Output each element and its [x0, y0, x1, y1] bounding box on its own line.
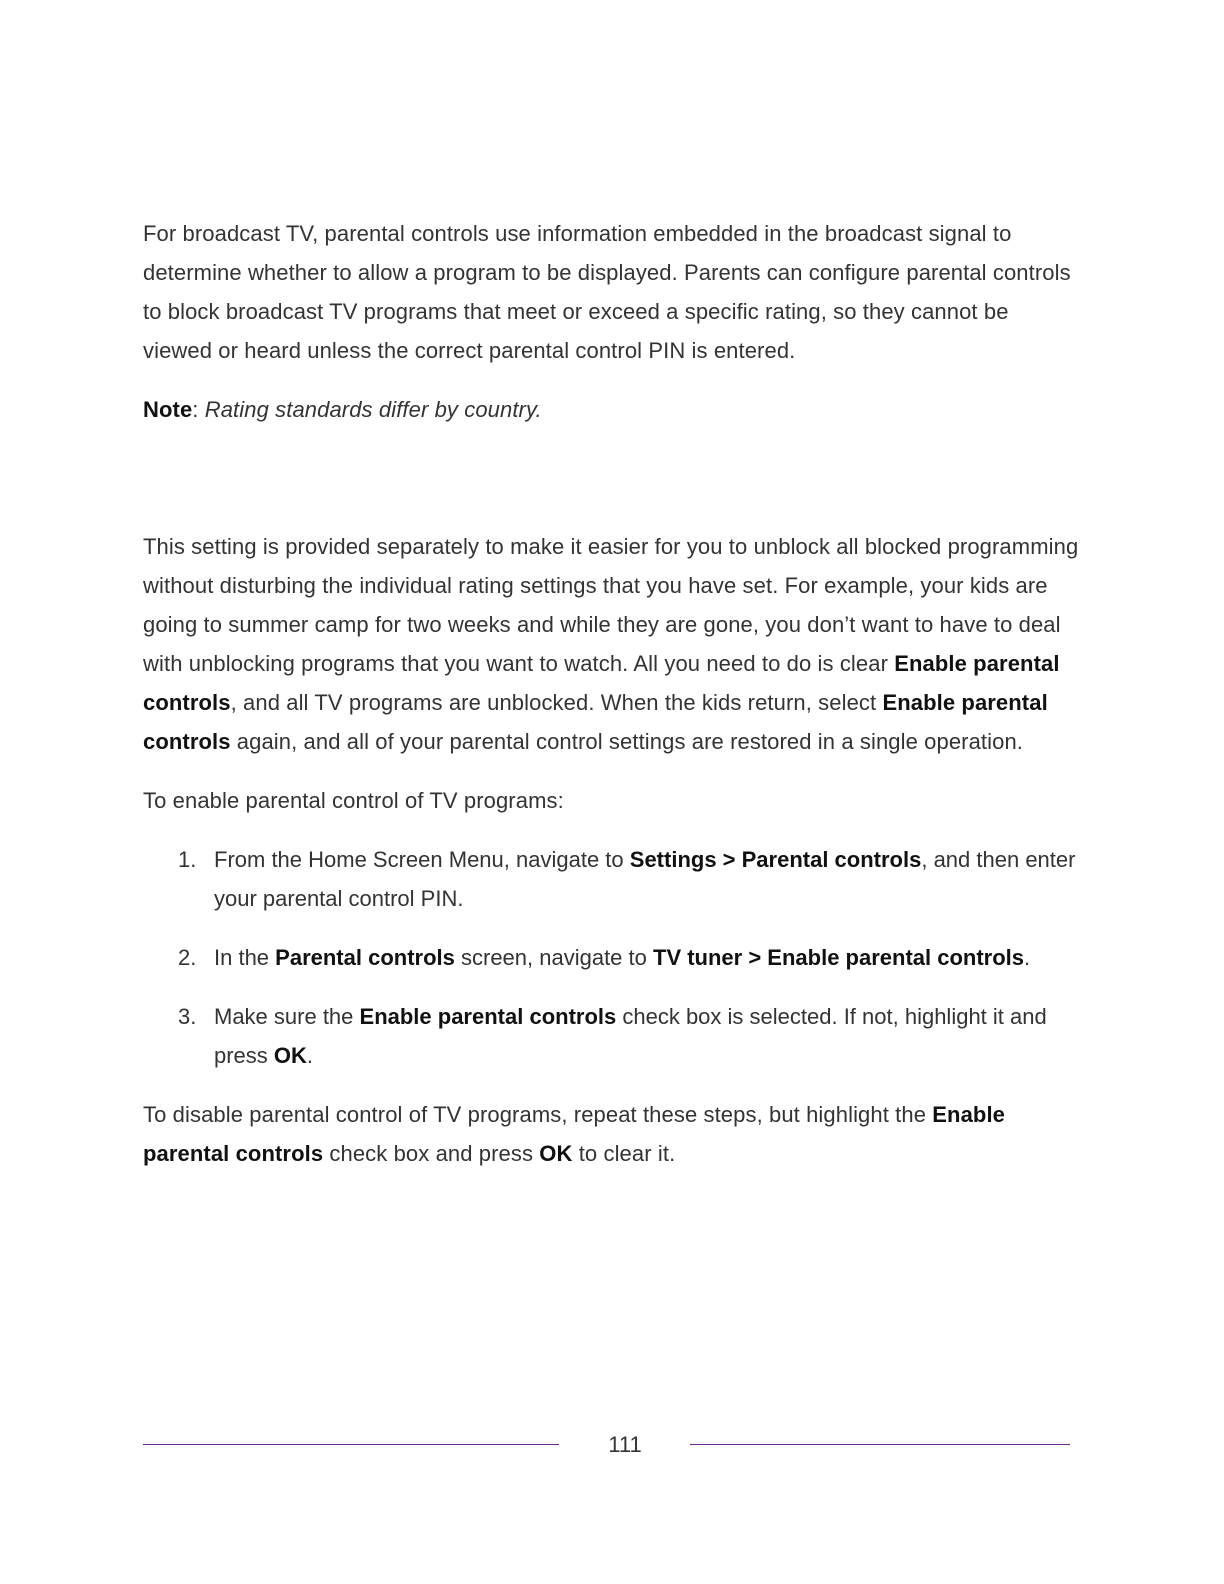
text-run: check box and press — [323, 1141, 540, 1166]
step-number: 2. — [178, 945, 197, 970]
text-run: screen, navigate to — [454, 945, 653, 970]
bold-term: OK — [539, 1141, 573, 1166]
paragraph-setting-description — [143, 527, 1083, 761]
bold-term: Settings > Parental controls — [629, 847, 922, 872]
note — [143, 390, 1083, 429]
steps-list — [143, 840, 1083, 1075]
footer-rule-left — [143, 1444, 559, 1445]
bold-term: Parental controls — [275, 945, 455, 970]
text-run: In the — [214, 945, 276, 970]
step-item — [143, 840, 1083, 918]
text-run: check box is selected. If not, highlight it and press — [214, 1004, 1047, 1068]
step-item — [143, 938, 1083, 977]
page-number: 111 — [608, 1432, 642, 1457]
step-item — [143, 997, 1083, 1075]
text-run: This setting is provided separately to make it easier for you to unblock all blocked programming without disturbing the individual rating settings that you have set. For example, your kids are going to summer camp for two weeks and while they are gone, you don’t want to have to deal with unblocking programs that you want to watch. All you need to do is clear — [143, 534, 1079, 676]
text-run: again, and all of your parental control settings are restored in a single operation. — [230, 729, 1024, 754]
note-separator: : — [192, 397, 205, 422]
step-number: 3. — [178, 1004, 197, 1029]
bold-term: OK — [273, 1043, 307, 1068]
text-run: To disable parental control of TV programs, repeat these steps, but highlight the — [143, 1102, 933, 1127]
step-number: 1. — [178, 847, 197, 872]
note-label: Note — [143, 397, 193, 422]
footer-rule-right — [690, 1444, 1070, 1445]
text-run: Make sure the — [214, 1004, 360, 1029]
text-run: to clear it. — [572, 1141, 676, 1166]
bold-term: TV tuner > Enable parental controls — [653, 945, 1025, 970]
paragraph-enable-intro: To enable parental control of TV programs: — [143, 788, 564, 813]
text-run: , and then enter your parental control PIN. — [214, 847, 1076, 911]
paragraph-disable-instructions — [143, 1095, 1083, 1173]
text-run: From the Home Screen Menu, navigate to — [214, 847, 630, 872]
page-footer — [0, 1430, 1224, 1460]
page-content — [143, 214, 1083, 1173]
text-run: . — [306, 1043, 314, 1068]
text-run: , and all TV programs are unblocked. When the kids return, select — [230, 690, 883, 715]
bold-term: Enable parental controls — [143, 651, 1060, 715]
bold-term: Enable parental controls — [359, 1004, 617, 1029]
note-text: Rating standards differ by country. — [204, 397, 542, 422]
text-run: . — [1024, 945, 1031, 970]
bold-term: Enable parental controls — [143, 690, 1048, 754]
paragraph-broadcast-tv: For broadcast TV, parental controls use information embedded in the broadcast signal to determine whether to allow a program to be displayed. Parents can configure parental controls to block broadcast TV programs that meet or exceed a specific rating, so they cannot be viewed or heard unless the correct parental control PIN is entered. — [143, 221, 1071, 363]
bold-term: Enable parental controls — [143, 1102, 1005, 1166]
